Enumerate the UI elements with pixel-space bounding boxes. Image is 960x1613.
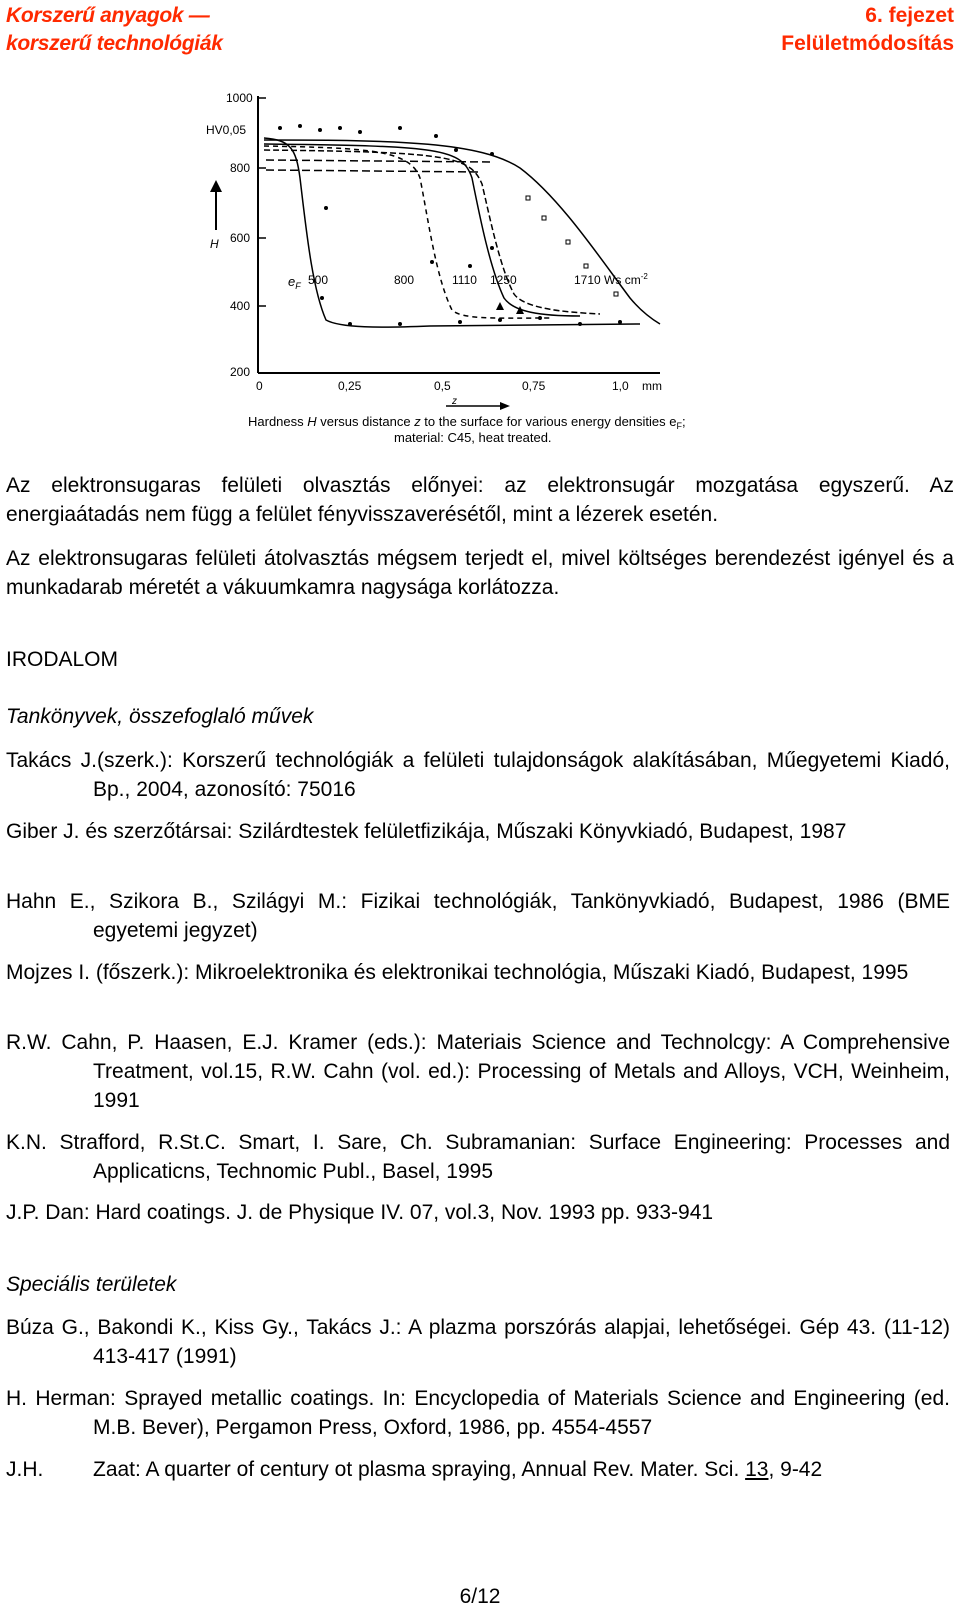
figure-caption-line2: material: C45, heat treated.	[394, 430, 552, 445]
reference-item-last	[6, 1455, 950, 1484]
label-500: 500	[308, 273, 329, 287]
y-tick-400: 400	[230, 299, 251, 313]
reference-initials: J.H.	[6, 1458, 44, 1481]
hardness-figure	[200, 88, 740, 460]
reference-item: Giber J. és szerzőtársai: Szilárdtestek felületfizikája, Műszaki Könyvkiadó, Budapest, 1987	[6, 820, 847, 843]
header-book-title-1: Korszerű anyagok —	[6, 4, 210, 27]
reference-item: Takács J.(szerk.): Korszerű technológiák a felületi tulajdonságok alakításában, Műegyetemi Kiadó, Bp., 2004, azonosító: 75016	[6, 749, 950, 801]
paragraph-advantages: Az elektronsugaras felületi olvasztás előnyei: az elektronsugár mozgatása egyszerű. Az energiaátadás nem függ a felület fényvisszaverésétől, mint a lézerek esetén.	[6, 474, 954, 526]
subsection-textbooks: Tankönyvek, összefoglaló művek	[6, 705, 314, 728]
header-book-title-2: korszerű technológiák	[6, 32, 223, 55]
y-tick-800: 800	[230, 161, 251, 175]
x-tick-05: 0,5	[434, 379, 451, 393]
x-tick-075: 0,75	[522, 379, 546, 393]
label-1110: 1110	[452, 273, 477, 287]
header-chapter-number: 6. fejezet	[865, 4, 954, 27]
header-chapter-title: Felületmódosítás	[781, 32, 954, 55]
reference-item: H. Herman: Sprayed metallic coatings. In: Encyclopedia of Materials Science and Engineering (ed. M.B. Bever), Pergamon Press, Oxford, 1986, pp. 4554-4557	[6, 1387, 950, 1439]
x-tick-0: 0	[256, 379, 263, 393]
reference-item: K.N. Strafford, R.St.C. Smart, I. Sare, Ch. Subramanian: Surface Engineering: Processes and Applicaticns, Technomic Publ., Basel, 1995	[6, 1131, 950, 1183]
y-tick-200: 200	[230, 365, 251, 379]
y-tick-600: 600	[230, 231, 251, 245]
y-axis-label: H	[210, 237, 219, 251]
reference-item: Búza G., Bakondi K., Kiss Gy., Takács J.: A plazma porszórás alapjai, lehetőségei. Gép 43. (11-12) 413-417 (1991)	[6, 1316, 950, 1368]
label-1710: 1710 Ws $cm^{-2}$	[574, 272, 648, 287]
reference-volume: 13	[745, 1458, 769, 1481]
x-tick-025: 0,25	[338, 379, 362, 393]
figure-caption-line1: Hardness H versus distance z to the surface for various energy densities $e_F$;	[248, 414, 686, 431]
paragraph-limitations: Az elektronsugaras felületi átolvasztás mégsem terjedt el, mivel költséges berendezést igényel és a munkadarab méretét a vákuumkamra nagysága korlátozza.	[6, 547, 954, 599]
reference-item: R.W. Cahn, P. Haasen, E.J. Kramer (eds.): Materiais Science and Technolcgy: A Comprehensive Treatment, vol.15, R.W. Cahn (vol. ed.): Processing of Metals and Alloys, VCH, Weinheim, 1991	[6, 1031, 950, 1112]
section-title: IRODALOM	[6, 648, 119, 671]
x-tick-mm: mm	[642, 379, 662, 393]
page-number: 6/12	[459, 1585, 501, 1608]
label-ef: $e_F$	[288, 274, 301, 291]
x-tick-10: 1,0	[612, 379, 629, 393]
reference-pages: , 9-42	[768, 1458, 823, 1481]
reference-item: Mojzes I. (főszerk.): Mikroelektronika és elektronikai technológia, Műszaki Kiadó, Budapest, 1995	[6, 961, 909, 984]
label-800: 800	[394, 273, 415, 287]
header-left	[6, 2, 223, 58]
data-points	[278, 124, 622, 326]
y-tick-hv: HV0,05	[206, 123, 247, 137]
reference-item: Hahn E., Szikora B., Szilágyi M.: Fizikai technológiák, Tankönyvkiadó, Budapest, 1986 (BME egyetemi jegyzet)	[6, 890, 950, 942]
reference-text: Zaat: A quarter of century ot plasma spraying, Annual Rev. Mater. Sci.	[93, 1458, 746, 1481]
page-header	[0, 0, 960, 60]
header-right	[781, 2, 954, 58]
label-1250: 1250	[490, 273, 517, 287]
reference-item: J.P. Dan: Hard coatings. J. de Physique IV. 07, vol.3, Nov. 1993 pp. 933-941	[6, 1201, 714, 1224]
x-axis-label: z	[452, 396, 457, 407]
y-tick-1000: 1000	[226, 91, 253, 105]
subsection-special: Speciális területek	[6, 1273, 177, 1296]
